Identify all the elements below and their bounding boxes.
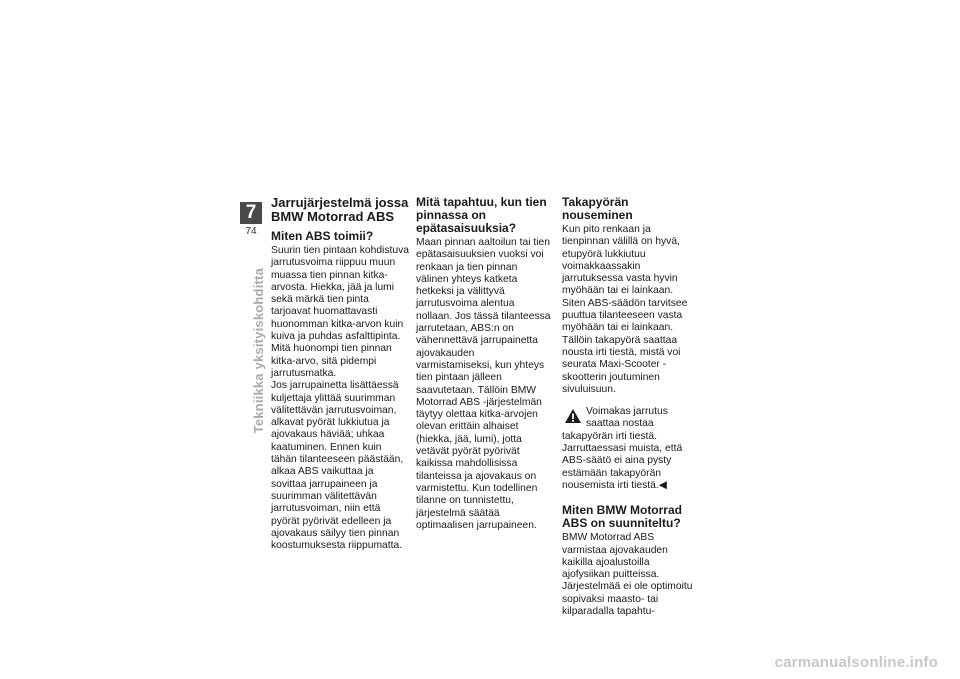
warning-note (562, 406, 698, 492)
main-heading: Jarrujärjestelmä jossa BMW Motorrad ABS (271, 195, 409, 224)
paragraph: Jos jarrupainetta lisättäessä kuljettaja ylittää suurimman välitettävän jarrutusvoiman, alkavat pyörät lukkiutua ja ajovakaus häviää; uhkaa kaatuminen. Ennen kuin tähän tilanteeseen päästään, alkaa ABS vaikuttaa ja sovittaa jarrupaineen ja suurimman välitettävän jarrutusvoiman, niin että pyörät pyörivät edelleen ja ajovakaus säilyy tien pinnan koostumuksesta riippumatta. (271, 380, 404, 552)
page-number: 74 (245, 226, 257, 237)
sidebar-title-wrap (240, 268, 266, 434)
paragraph: Maan pinnan aaltoilun tai tien epätasaisuuksien vuoksi voi renkaan ja tien pinnan välinen yhteys katketa hetkeksi ja välittyvä jarrutusvoima alentua nollaan. Jos tässä tilanteessa jarrutetaan, ABS:n on vähennettävä jarrupainetta ajovakauden varmistamiseksi, kun yhteys tien pintaan jälleen saavutetaan. Tällöin BMW Motorrad ABS -järjestelmän täytyy olettaa kitka-arvojen olevan erittäin alhaiset (hiekka, jää, lumi), jotta vetävät pyörät pyörivät kaikissa mahdollisissa tilanteissa ja ajovakaus on varmistettu. Kun todellinen tilanne on tunnistettu, järjestelmä säätää optimaalisen jarrupaineen. (416, 237, 551, 531)
paragraph: BMW Motorrad ABS varmistaa ajovakauden kaikilla ajoalustoilla ajofysiikan puitteissa. Järjestelmää ei ole optimoitu sopivaksi maasto- tai kilparadalla tapahtu- (562, 532, 693, 618)
sidebar-vertical-title: Tekniikka yksityiskohditta (251, 268, 266, 434)
chapter-number-box: 7 (240, 202, 262, 224)
section-heading-how-abs-works: Miten ABS toimii? (271, 229, 374, 243)
section-heading-rear-wheel-lift: Takapyörän nouseminen (562, 195, 633, 222)
paragraph: Suurin tien pintaan kohdistuva jarrutusvoima riippuu muun muassa tien pinnan kitka-arvosta. Hiekka, jää ja lumi sekä märkä tien pinta tarjoavat huomattavasti huonomman kitka-arvon kuin kuiva ja puhdas asfalttipinta. Mitä huonompi tien pinnan kitka-arvo, sitä pidempi jarrutusmatka. (271, 245, 409, 379)
watermark: carmanualsonline.info (774, 654, 938, 671)
section-heading-uneven-surface: Mitä tapahtuu, kun tien pinnassa on epätasaisuuksia? (416, 195, 547, 235)
column-1 (271, 196, 409, 552)
warning-triangle-icon (564, 408, 582, 424)
column-2 (416, 196, 552, 532)
section-heading-abs-design: Miten BMW Motorrad ABS on suunniteltu? (562, 503, 682, 531)
warning-text: Voimakas jarrutus saattaa nostaa takapyörän irti tiestä. Jarruttaessasi muista, että ABS-säätö ei aina pysty estämään takapyörän nousemista irti tiestä.◀ (562, 406, 683, 491)
column-3 (562, 196, 698, 618)
paragraph: Kun pito renkaan ja tienpinnan välillä on hyvä, etupyörä lukkiutuu voimakkaassakin jarrutuksessa vasta hyvin myöhään tai ei lainkaan. Siten ABS-säädön tarvitsee puuttua tilanteeseen vasta myöhään tai ei lainkaan. Tällöin takapyörä saattaa nousta irti tiestä, mistä voi seurata Maxi-Scooter -skootterin joutuminen sivuluisuun. (562, 224, 688, 395)
